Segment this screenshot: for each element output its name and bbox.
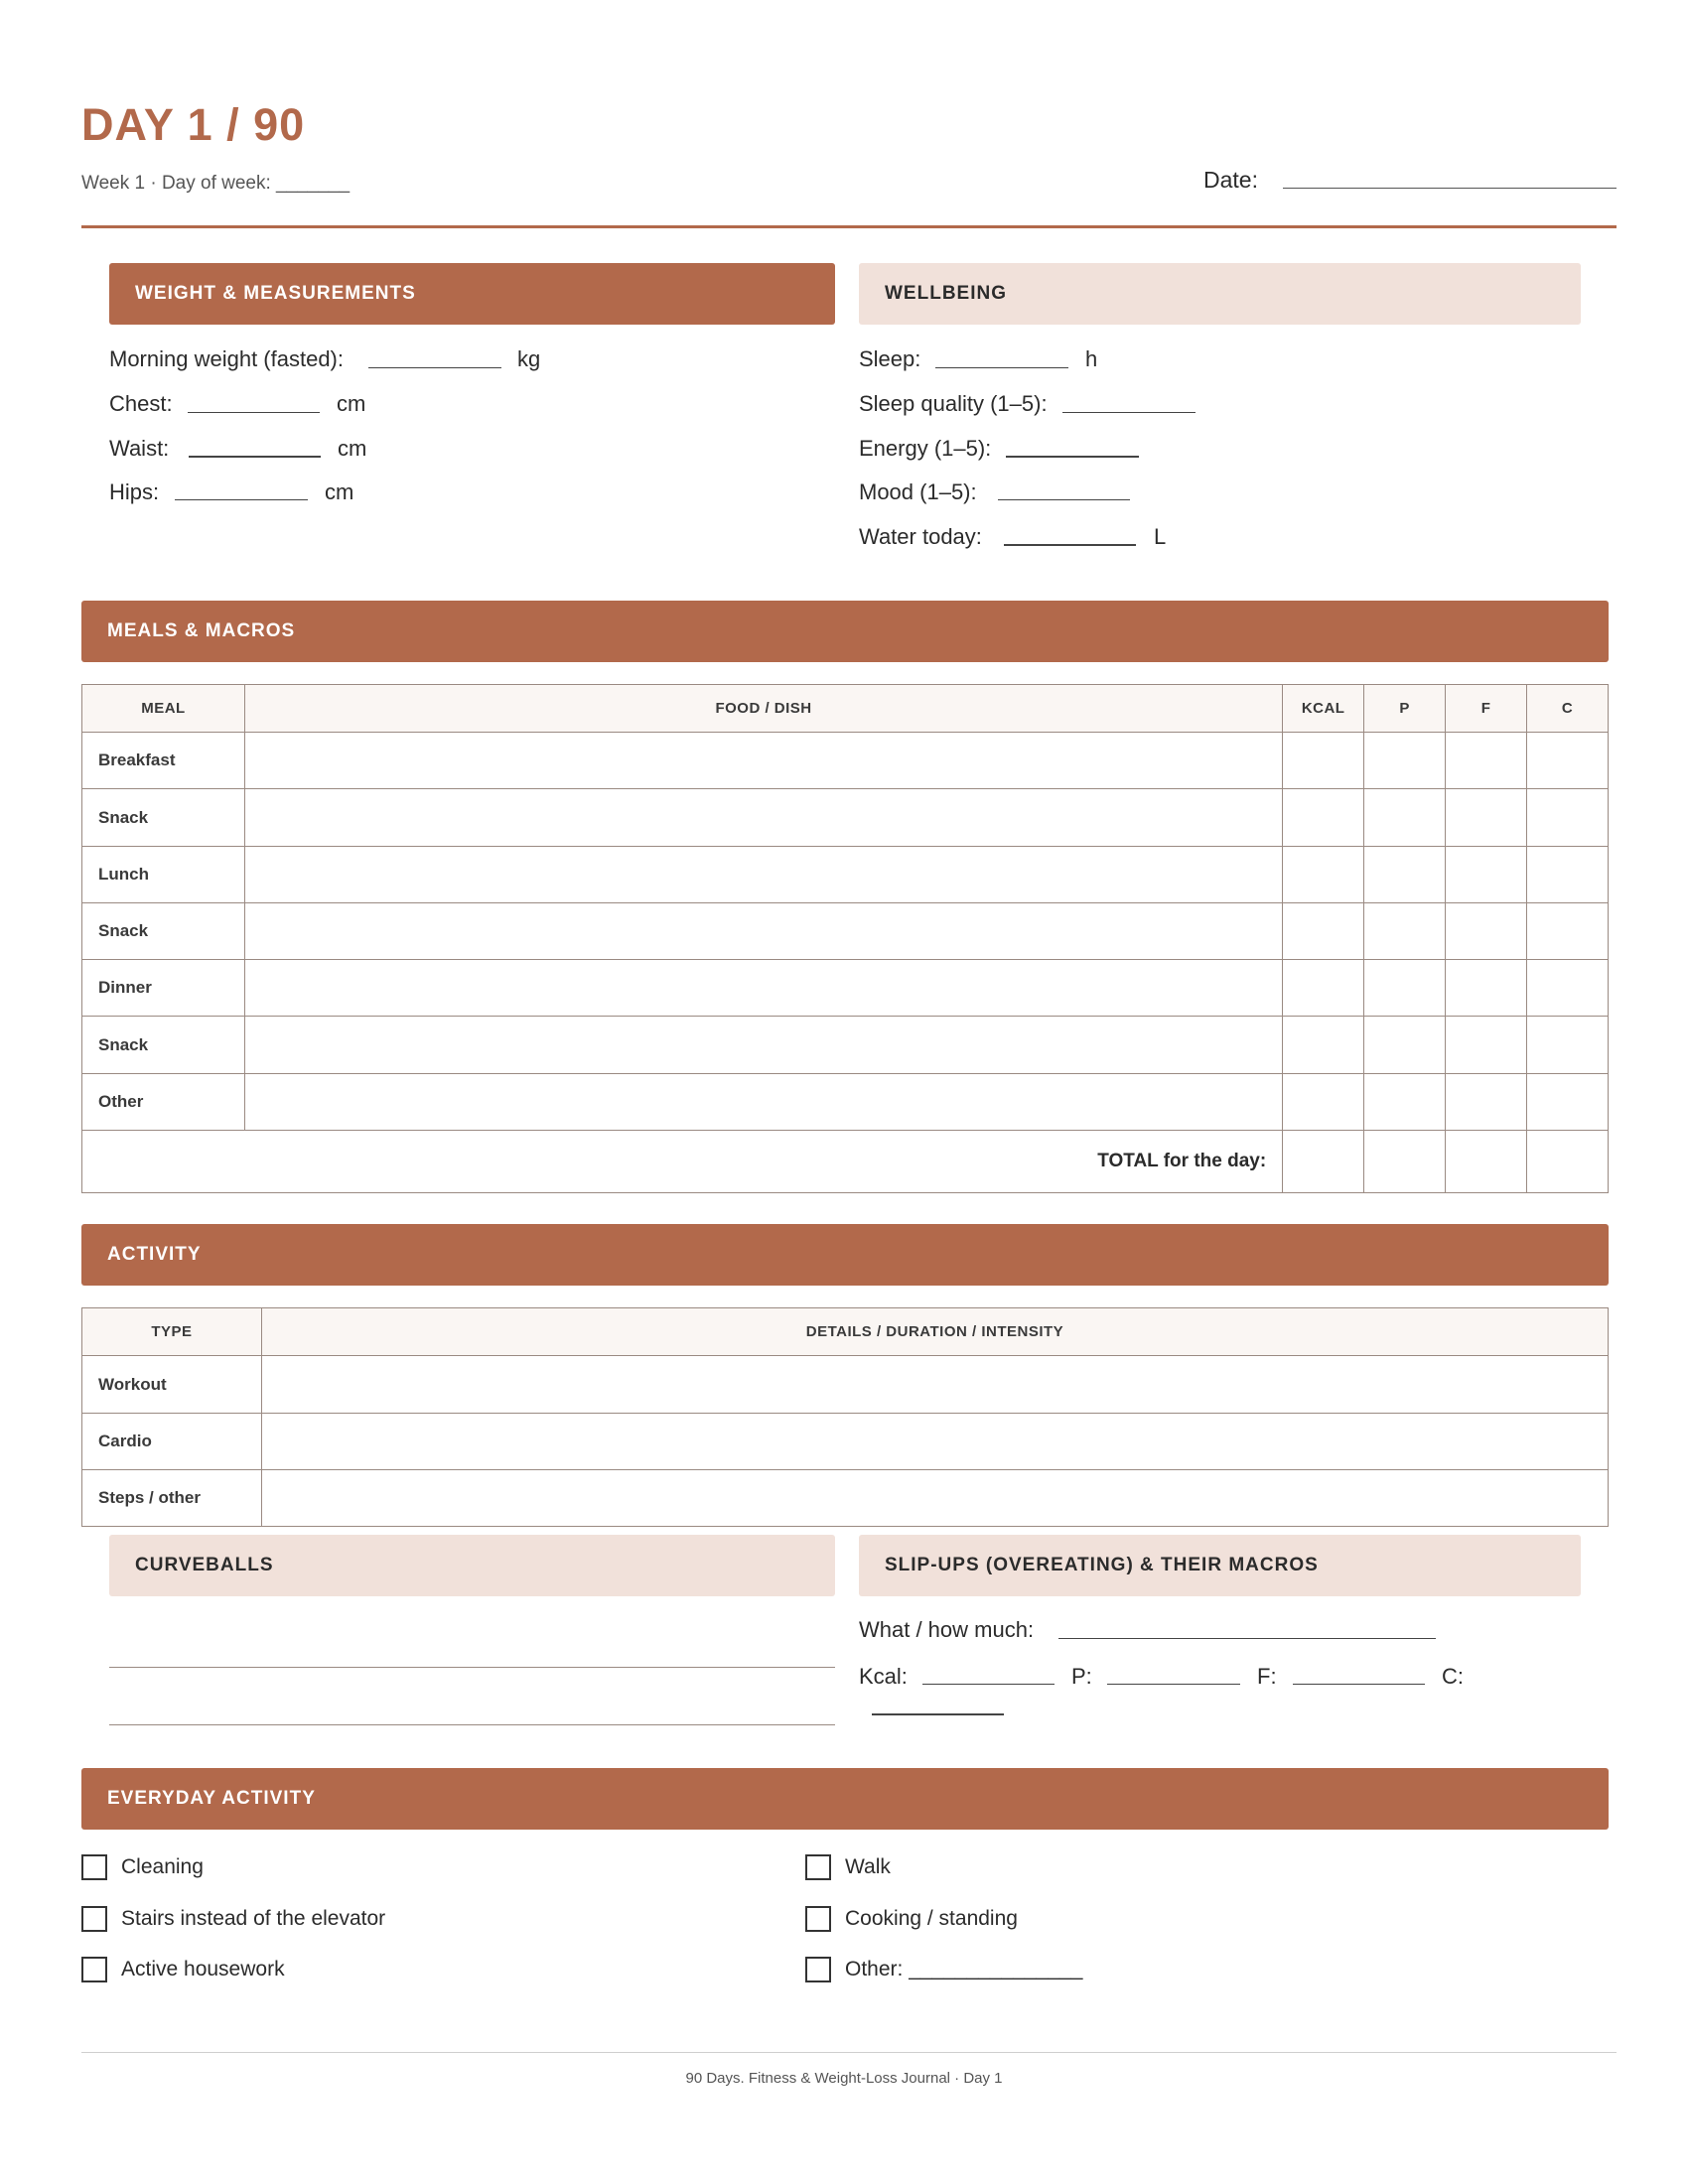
everyday-section-header	[81, 1768, 1609, 1830]
col-type: TYPE	[82, 1308, 262, 1356]
curveballs-heading: CURVEBALLS	[135, 1555, 274, 1575]
everyday-heading: EVERYDAY ACTIVITY	[107, 1788, 316, 1809]
energy-field[interactable]	[1006, 456, 1139, 458]
carbs-cell[interactable]	[1527, 733, 1609, 789]
activity-details-cell[interactable]	[261, 1470, 1608, 1527]
checklist-label: Cooking / standing	[845, 1907, 1018, 1930]
table-row	[82, 960, 1609, 1017]
water-label: Water today:	[859, 524, 982, 549]
waist-label: Waist:	[109, 436, 170, 461]
total-label: TOTAL for the day:	[82, 1131, 1283, 1193]
checklist-label: Stairs instead of the elevator	[121, 1907, 386, 1930]
checkbox[interactable]	[805, 1906, 831, 1932]
carbs-cell[interactable]	[1527, 847, 1609, 903]
food-cell[interactable]	[244, 1074, 1282, 1131]
carbs-cell[interactable]	[1527, 960, 1609, 1017]
checkbox[interactable]	[81, 1854, 107, 1880]
checklist-item-stairs[interactable]	[81, 1906, 385, 1932]
activity-type-label: Cardio	[82, 1414, 262, 1470]
checklist-label: Other: _______________	[845, 1958, 1083, 1980]
chest-field[interactable]	[188, 412, 320, 413]
checklist-label: Walk	[845, 1855, 891, 1878]
slipup-p-field[interactable]	[1107, 1684, 1240, 1685]
food-cell[interactable]	[244, 733, 1282, 789]
slipup-f-field[interactable]	[1293, 1684, 1425, 1685]
fat-cell[interactable]	[1446, 960, 1527, 1017]
food-cell[interactable]	[244, 960, 1282, 1017]
slipups-section-header	[859, 1535, 1581, 1596]
meal-label: Snack	[82, 903, 245, 960]
curveballs-line[interactable]	[109, 1667, 835, 1668]
morning-weight-label: Morning weight (fasted):	[109, 346, 344, 371]
col-meal: MEAL	[82, 685, 245, 733]
slipup-kcal-label: Kcal:	[859, 1664, 908, 1689]
activity-section-header	[81, 1224, 1609, 1286]
meal-label: Snack	[82, 1017, 245, 1074]
kcal-cell[interactable]	[1283, 960, 1364, 1017]
protein-cell[interactable]	[1364, 903, 1446, 960]
header-divider	[81, 225, 1617, 228]
checklist-label: Cleaning	[121, 1855, 204, 1878]
activity-type-label: Steps / other	[82, 1470, 262, 1527]
food-cell[interactable]	[244, 789, 1282, 847]
kcal-cell[interactable]	[1283, 847, 1364, 903]
fat-cell[interactable]	[1446, 1074, 1527, 1131]
table-row	[82, 847, 1609, 903]
curveballs-section-header	[109, 1535, 835, 1596]
kcal-cell[interactable]	[1283, 903, 1364, 960]
checklist-item-housework[interactable]	[81, 1957, 285, 1982]
fat-cell[interactable]	[1446, 903, 1527, 960]
table-row	[82, 789, 1609, 847]
sleep-quality-label: Sleep quality (1–5):	[859, 391, 1048, 416]
kcal-cell[interactable]	[1283, 1074, 1364, 1131]
week-subtitle: Week 1 · Day of week: _______	[81, 173, 351, 194]
food-cell[interactable]	[244, 847, 1282, 903]
slipup-what-field[interactable]	[1058, 1638, 1436, 1639]
fat-cell[interactable]	[1446, 789, 1527, 847]
checklist-item-cooking[interactable]	[805, 1906, 1018, 1932]
table-row	[82, 1074, 1609, 1131]
meal-label: Other	[82, 1074, 245, 1131]
checkbox[interactable]	[805, 1957, 831, 1982]
activity-details-cell[interactable]	[261, 1414, 1608, 1470]
meals-heading: MEALS & MACROS	[107, 620, 296, 641]
food-cell[interactable]	[244, 1017, 1282, 1074]
sleep-unit: h	[1085, 346, 1098, 371]
hips-unit: cm	[325, 479, 354, 504]
slipups-heading: SLIP-UPS (OVEREATING) & THEIR MACROS	[885, 1555, 1319, 1575]
sleep-label: Sleep:	[859, 346, 921, 371]
fat-cell[interactable]	[1446, 847, 1527, 903]
checkbox[interactable]	[805, 1854, 831, 1880]
protein-cell[interactable]	[1364, 789, 1446, 847]
total-protein-cell[interactable]	[1364, 1131, 1446, 1193]
checklist-item-other[interactable]	[805, 1957, 1082, 1982]
activity-header-row	[82, 1308, 1609, 1356]
carbs-cell[interactable]	[1527, 1074, 1609, 1131]
water-field[interactable]	[1004, 544, 1136, 546]
chest-unit: cm	[337, 391, 366, 416]
table-row	[82, 733, 1609, 789]
mood-label: Mood (1–5):	[859, 479, 977, 504]
page-title: DAY 1 / 90	[81, 99, 306, 150]
activity-heading: ACTIVITY	[107, 1244, 202, 1265]
carbs-cell[interactable]	[1527, 789, 1609, 847]
meal-label: Lunch	[82, 847, 245, 903]
slipup-f-label: F:	[1257, 1664, 1277, 1689]
protein-cell[interactable]	[1364, 1017, 1446, 1074]
food-cell[interactable]	[244, 903, 1282, 960]
protein-cell[interactable]	[1364, 960, 1446, 1017]
col-kcal: KCAL	[1283, 685, 1364, 733]
sleep-field[interactable]	[935, 367, 1068, 368]
weight-section-header	[109, 263, 835, 325]
waist-field[interactable]	[189, 456, 321, 458]
meal-label: Snack	[82, 789, 245, 847]
morning-weight-field[interactable]	[368, 367, 501, 368]
table-row	[82, 1356, 1609, 1414]
meals-header-row	[82, 685, 1609, 733]
fat-cell[interactable]	[1446, 733, 1527, 789]
date-label: Date:	[1203, 167, 1258, 193]
kcal-cell[interactable]	[1283, 789, 1364, 847]
hips-field[interactable]	[175, 499, 308, 500]
slipup-kcal-field[interactable]	[922, 1684, 1055, 1685]
slipup-c-field[interactable]	[872, 1713, 1004, 1715]
waist-unit: cm	[338, 436, 367, 461]
col-fat: F	[1446, 685, 1527, 733]
protein-cell[interactable]	[1364, 733, 1446, 789]
energy-label: Energy (1–5):	[859, 436, 992, 461]
footer-divider	[81, 2052, 1617, 2053]
table-row	[82, 1414, 1609, 1470]
morning-weight-unit: kg	[517, 346, 541, 371]
col-protein: P	[1364, 685, 1446, 733]
hips-label: Hips:	[109, 479, 160, 504]
kcal-cell[interactable]	[1283, 1017, 1364, 1074]
total-row	[82, 1131, 1609, 1193]
checkbox[interactable]	[81, 1957, 107, 1982]
chest-label: Chest:	[109, 391, 173, 416]
checkbox[interactable]	[81, 1906, 107, 1932]
col-carbs: C	[1527, 685, 1609, 733]
checklist-item-cleaning[interactable]	[81, 1854, 204, 1880]
weight-heading: WEIGHT & MEASUREMENTS	[135, 283, 416, 304]
table-row	[82, 1017, 1609, 1074]
meals-section-header	[81, 601, 1609, 662]
meals-table	[81, 684, 1609, 1193]
carbs-cell[interactable]	[1527, 903, 1609, 960]
slipup-p-label: P:	[1071, 1664, 1092, 1689]
total-kcal-cell[interactable]	[1283, 1131, 1364, 1193]
meal-label: Breakfast	[82, 733, 245, 789]
col-food: FOOD / DISH	[244, 685, 1282, 733]
page-footer: 90 Days. Fitness & Weight-Loss Journal · Day 1	[685, 2070, 1003, 2087]
activity-details-cell[interactable]	[261, 1356, 1608, 1414]
table-row	[82, 903, 1609, 960]
activity-table	[81, 1307, 1609, 1527]
curveballs-line[interactable]	[109, 1724, 835, 1725]
total-fat-cell[interactable]	[1446, 1131, 1527, 1193]
meal-label: Dinner	[82, 960, 245, 1017]
table-row	[82, 1470, 1609, 1527]
protein-cell[interactable]	[1364, 1074, 1446, 1131]
water-unit: L	[1154, 524, 1167, 549]
total-carbs-cell[interactable]	[1527, 1131, 1609, 1193]
kcal-cell[interactable]	[1283, 733, 1364, 789]
protein-cell[interactable]	[1364, 847, 1446, 903]
checklist-label: Active housework	[121, 1958, 285, 1980]
sleep-quality-field[interactable]	[1062, 412, 1196, 413]
fat-cell[interactable]	[1446, 1017, 1527, 1074]
date-field[interactable]	[1283, 188, 1617, 189]
slipup-what-label: What / how much:	[859, 1617, 1035, 1642]
mood-field[interactable]	[998, 499, 1130, 500]
activity-type-label: Workout	[82, 1356, 262, 1414]
col-details: DETAILS / DURATION / INTENSITY	[261, 1308, 1608, 1356]
wellbeing-heading: WELLBEING	[885, 283, 1007, 304]
carbs-cell[interactable]	[1527, 1017, 1609, 1074]
checklist-item-walk[interactable]	[805, 1854, 891, 1880]
wellbeing-section-header	[859, 263, 1581, 325]
slipup-c-label: C:	[1442, 1664, 1464, 1689]
